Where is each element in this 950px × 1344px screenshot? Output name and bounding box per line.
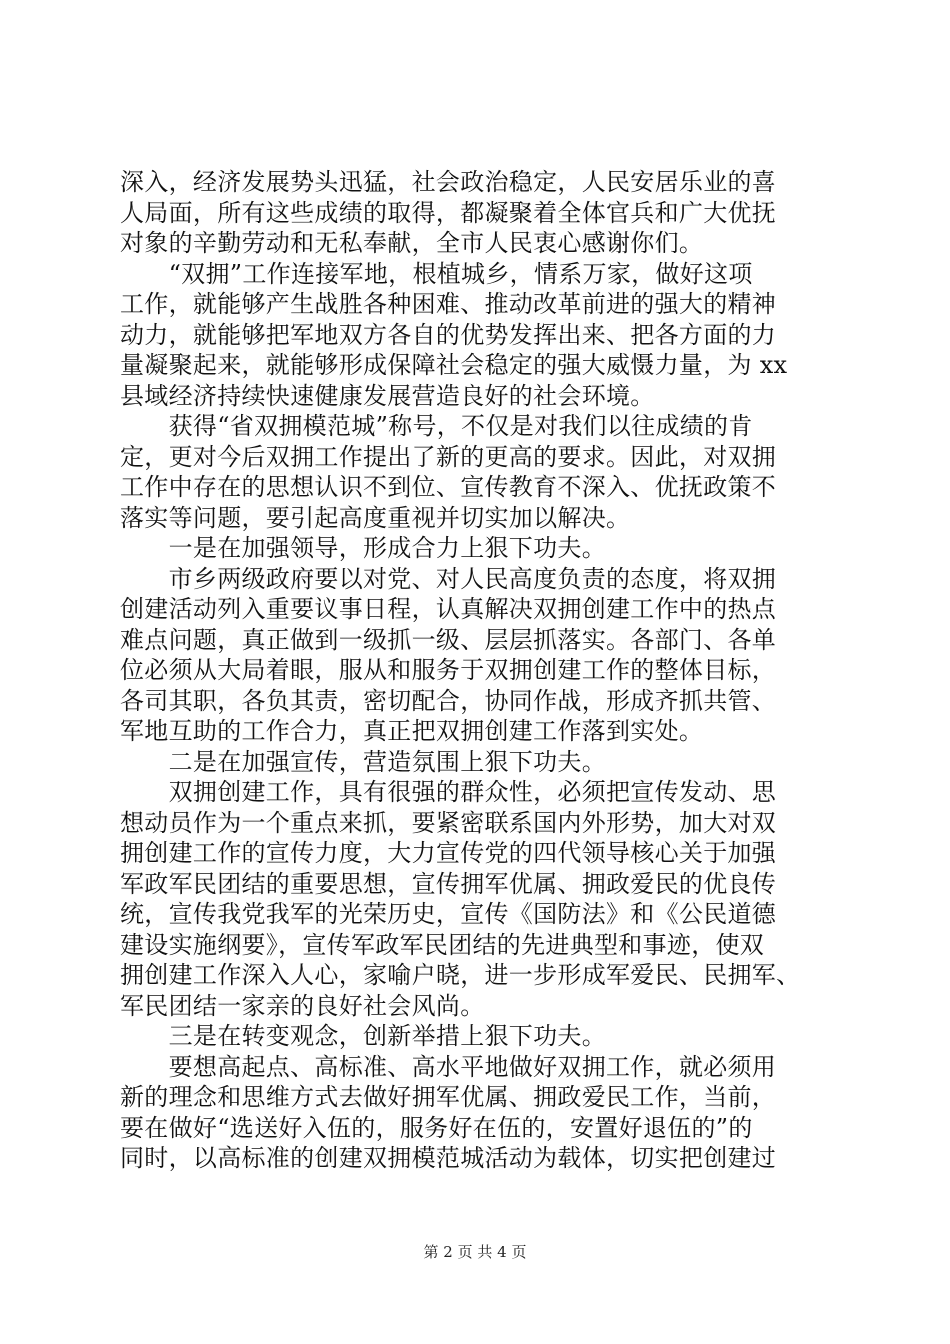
text-line: “双拥”工作连接军地，根植城乡，情系万家，做好这项 (120, 259, 753, 288)
text-line: 同时，以高标准的创建双拥模范城活动为载体，切实把创建过 (120, 1144, 777, 1172)
text-line: 新的理念和思维方式去做好拥军优属、拥政爱民工作，当前， (120, 1083, 777, 1111)
text-line: 难点问题，真正做到一级抓一级、层层抓落实。各部门、各单 (120, 625, 777, 654)
text-line: 想动员作为一个重点来抓，要紧密联系国内外形势，加大对双 (120, 808, 777, 837)
section-heading-line: 二是在加强宣传，营造氛围上狠下功夫。 (120, 747, 606, 776)
section-heading-line: 一是在加强领导，形成合力上狠下功夫。 (120, 534, 606, 562)
text-line: 位必须从大局着眼，服从和服务于双拥创建工作的整体目标， (120, 656, 777, 684)
text-line: 拥创建工作的宣传力度，大力宣传党的四代领导核心关于加强 (120, 839, 777, 867)
text-line: 落实等问题，要引起高度重视并切实加以解决。 (120, 503, 631, 532)
text-line: 军政军民团结的重要思想，宣传拥军优属、拥政爱民的优良传 (120, 869, 777, 898)
text-line: 工作中存在的思想认识不到位、宣传教育不深入、优抚政策不 (120, 473, 777, 501)
text-line: 军民团结一家亲的良好社会风尚。 (120, 991, 485, 1020)
text-line: 获得“省双拥模范城”称号，不仅是对我们以往成绩的肯 (120, 412, 753, 440)
text-line: 双拥创建工作，具有很强的群众性，必须把宣传发动、思 (120, 778, 777, 806)
text-line: 各司其职，各负其责，密切配合，协同作战，形成齐抓共管、 (120, 686, 777, 715)
text-line: 工作，就能够产生战胜各种困难、推动改革前进的强大的精神 (120, 290, 777, 318)
text-line: 要想高起点、高标准、高水平地做好双拥工作，就必须用 (120, 1052, 777, 1081)
text-line: 建设实施纲要》，宣传军政军民团结的先进典型和事迹，使双 (120, 930, 765, 959)
text-line: 量凝聚起来，就能够形成保障社会稳定的强大威慑力量，为 xx (120, 351, 788, 379)
text-line: 军地互助的工作合力，真正把双拥创建工作落到实处。 (120, 717, 704, 745)
page-number-footer: 第 2 页 共 4 页 (423, 1243, 527, 1261)
text-line: 县域经济持续快速健康发展营造良好的社会环境。 (120, 381, 655, 410)
text-line: 要在做好“选送好入伍的，服务好在伍的，安置好退伍的”的 (120, 1113, 753, 1142)
text-line: 定，更对今后双拥工作提出了新的更高的要求。因此，对双拥 (120, 442, 777, 471)
text-line: 统，宣传我党我军的光荣历史，宣传《国防法》和《公民道德 (120, 900, 777, 928)
text-line: 人局面，所有这些成绩的取得，都凝聚着全体官兵和广大优抚 (120, 198, 777, 227)
text-line: 市乡两级政府要以对党、对人民高度负责的态度，将双拥 (120, 564, 777, 593)
text-line: 对象的辛勤劳动和无私奉献，全市人民衷心感谢你们。 (120, 229, 704, 257)
text-line: 拥创建工作深入人心，家喻户晓，进一步形成军爱民、民拥军、 (120, 961, 801, 989)
document-body (120, 167, 840, 1174)
text-line: 动力，就能够把军地双方各自的优势发挥出来、把各方面的力 (120, 320, 777, 349)
section-heading-line: 三是在转变观念，创新举措上狠下功夫。 (120, 1022, 606, 1050)
text-line: 创建活动列入重要议事日程，认真解决双拥创建工作中的热点 (120, 595, 777, 623)
text-line: 深入，经济发展势头迅猛，社会政治稳定，人民安居乐业的喜 (120, 168, 777, 196)
